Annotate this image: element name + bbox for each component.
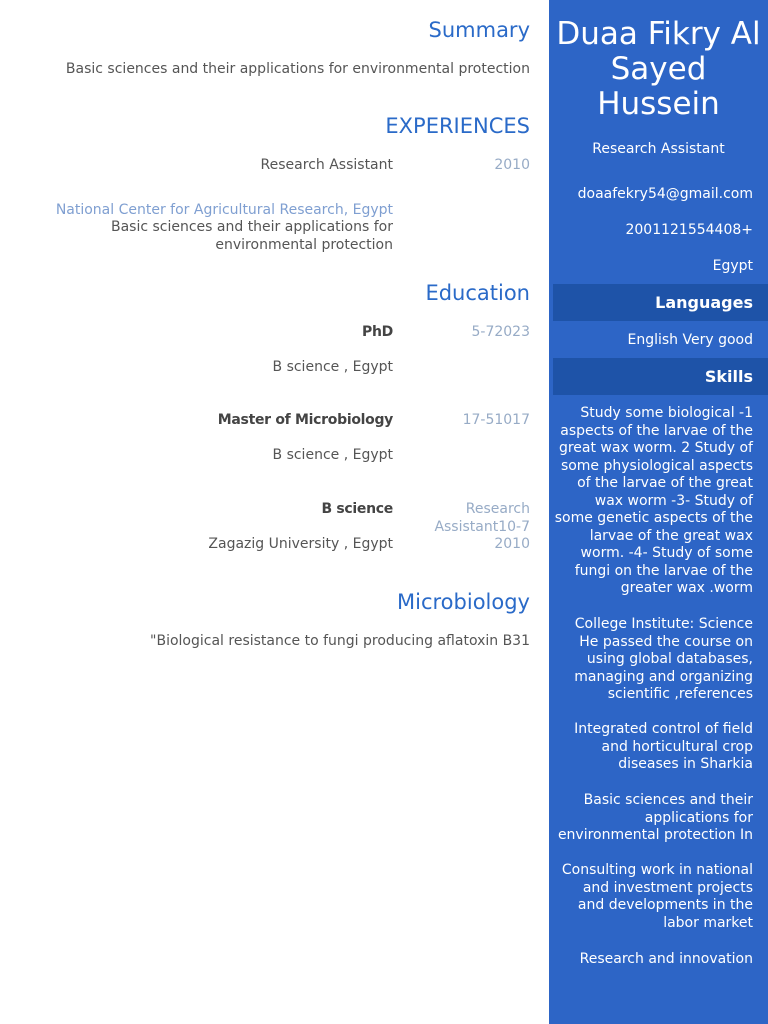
skills-heading: Skills: [553, 358, 768, 395]
experiences-heading: EXPERIENCES: [385, 114, 530, 138]
skill-item: Basic sciences and their applications for environmental protection In: [557, 792, 753, 843]
skill-item: Integrated control of field and horticultural crop diseases in Sharkia: [574, 721, 753, 772]
experience-body: [8, 157, 393, 254]
experience-description: Basic sciences and their applications for environmental protection: [110, 219, 393, 253]
experience-date: 2010: [494, 157, 530, 173]
summary-heading: Summary: [428, 18, 530, 42]
phone-text: 2001121554408+: [625, 222, 753, 238]
education-body: [8, 324, 393, 376]
languages-heading: Languages: [553, 284, 768, 321]
sidebar: [549, 0, 768, 1024]
summary-text: Basic sciences and their applications for environmental protection: [65, 61, 530, 77]
education-date: 5-72023: [471, 324, 530, 340]
person-name: Duaa Fikry Al Sayed Hussein: [556, 16, 761, 122]
skill-item: Study some biological -1 aspects of the larvae of the great wax worm. 2 Study of some physiological aspects of the larvae of the great wax worm -3- Study of some genetic aspects of the larvae of the great wax worm. -4- Study of some fungi on the larvae of the greater wax .worm: [554, 405, 753, 596]
education-school: B science , Egypt: [272, 358, 393, 375]
experience-organization: National Center for Agricultural Research, Egypt: [55, 201, 393, 218]
skill-item: Research and innovation: [579, 951, 753, 967]
education-date: Research Assistant10-7 2010: [434, 501, 530, 552]
job-title: Research Assistant: [592, 141, 725, 157]
education-date: 17-51017: [462, 412, 530, 428]
microbiology-heading: Microbiology: [397, 590, 530, 614]
language-item: English Very good: [627, 332, 753, 348]
education-degree: PhD: [362, 324, 393, 340]
skill-item: College Institute: Science He passed the course on using global databases, managing and organizing scientific ,references: [574, 616, 753, 702]
microbiology-text: "Biological resistance to fungi producing aflatoxin B31: [150, 633, 530, 649]
education-degree: B science: [321, 501, 393, 517]
education-school: Zagazig University , Egypt: [208, 535, 393, 552]
education-heading: Education: [425, 281, 530, 305]
education-body: [8, 501, 393, 553]
education-degree: Master of Microbiology: [217, 412, 393, 428]
education-body: [8, 412, 393, 464]
country-text: Egypt: [712, 258, 753, 274]
education-school: B science , Egypt: [272, 446, 393, 463]
skill-item: Consulting work in national and investment projects and developments in the labor market: [561, 862, 753, 931]
experience-role: Research Assistant: [260, 157, 393, 173]
email-text: doaafekry54@gmail.com: [577, 186, 753, 202]
